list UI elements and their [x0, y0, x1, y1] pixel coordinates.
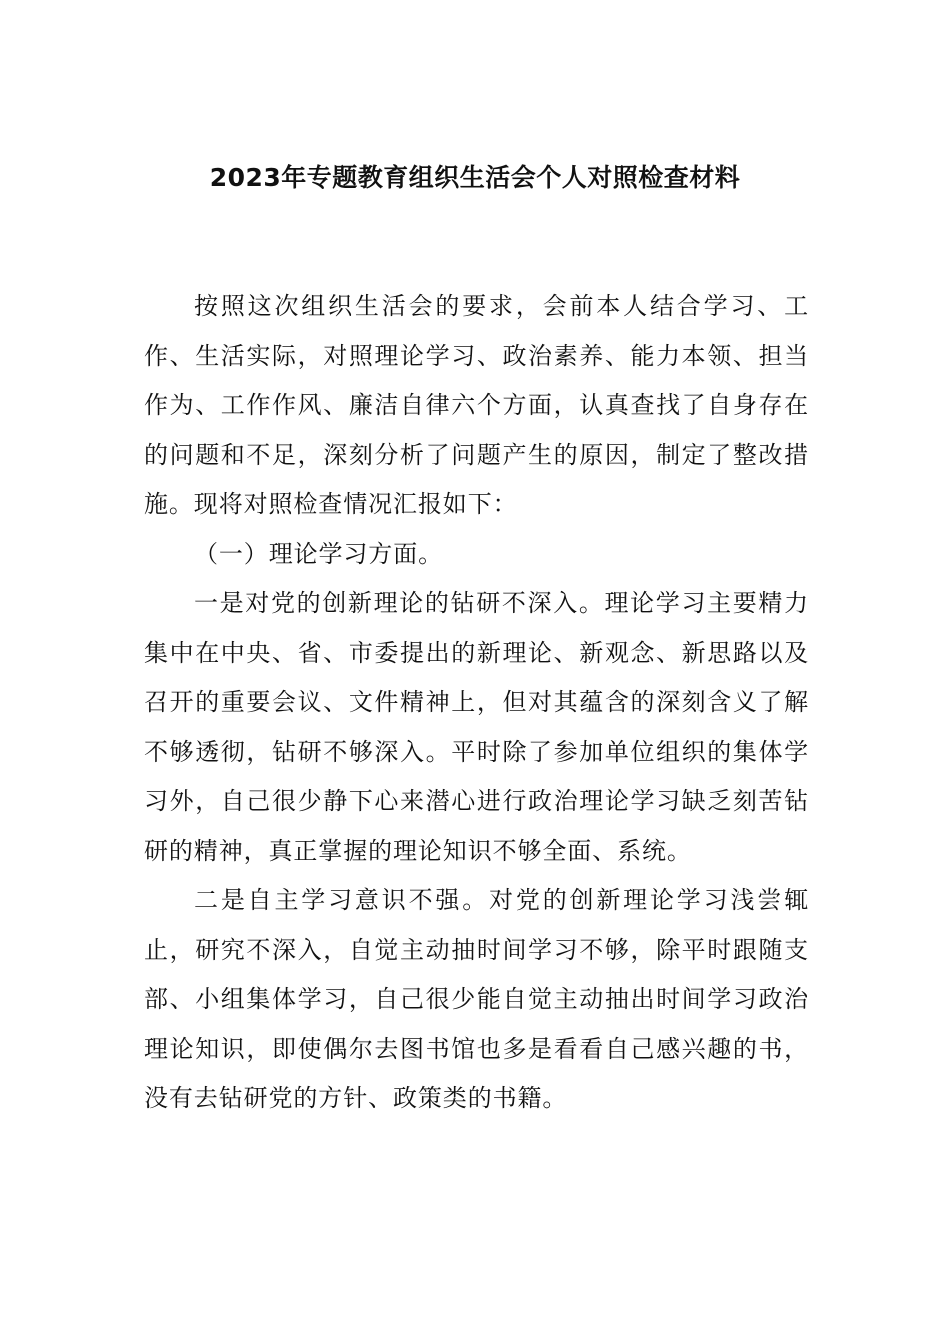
point-one-paragraph: 一是对党的创新理论的钻研不深入。理论学习主要精力集中在中央、省、市委提出的新理论、新观念、新思路以及召开的重要会议、文件精神上，但对其蕴含的深刻含义了解不够透彻，钻研不够深入。平时除了参加单位组织的集体学习外，自己很少静下心来潜心进行政治理论学习缺乏刻苦钻研的精神，真正掌握的理论知识不够全面、系统。 — [144, 589, 809, 865]
document-title: 2023年专题教育组织生活会个人对照检查材料 — [209, 163, 741, 192]
point-two-paragraph: 二是自主学习意识不强。对党的创新理论学习浅尝辄止，研究不深入，自觉主动抽时间学习不够，除平时跟随支部、小组集体学习，自己很少能自觉主动抽出时间学习政治理论知识，即使偶尔去图书馆也多是看看自己感兴趣的书，没有去钻研党的方针、政策类的书籍。 — [144, 886, 809, 1112]
document-body — [144, 282, 809, 1124]
intro-paragraph: 按照这次组织生活会的要求，会前本人结合学习、工作、生活实际，对照理论学习、政治素养、能力本领、担当作为、工作作风、廉洁自律六个方面，认真查找了自身存在的问题和不足，深刻分析了问题产生的原因，制定了整改措施。现将对照检查情况汇报如下： — [144, 292, 809, 518]
section-heading-theory-study: （一）理论学习方面。 — [194, 539, 443, 568]
